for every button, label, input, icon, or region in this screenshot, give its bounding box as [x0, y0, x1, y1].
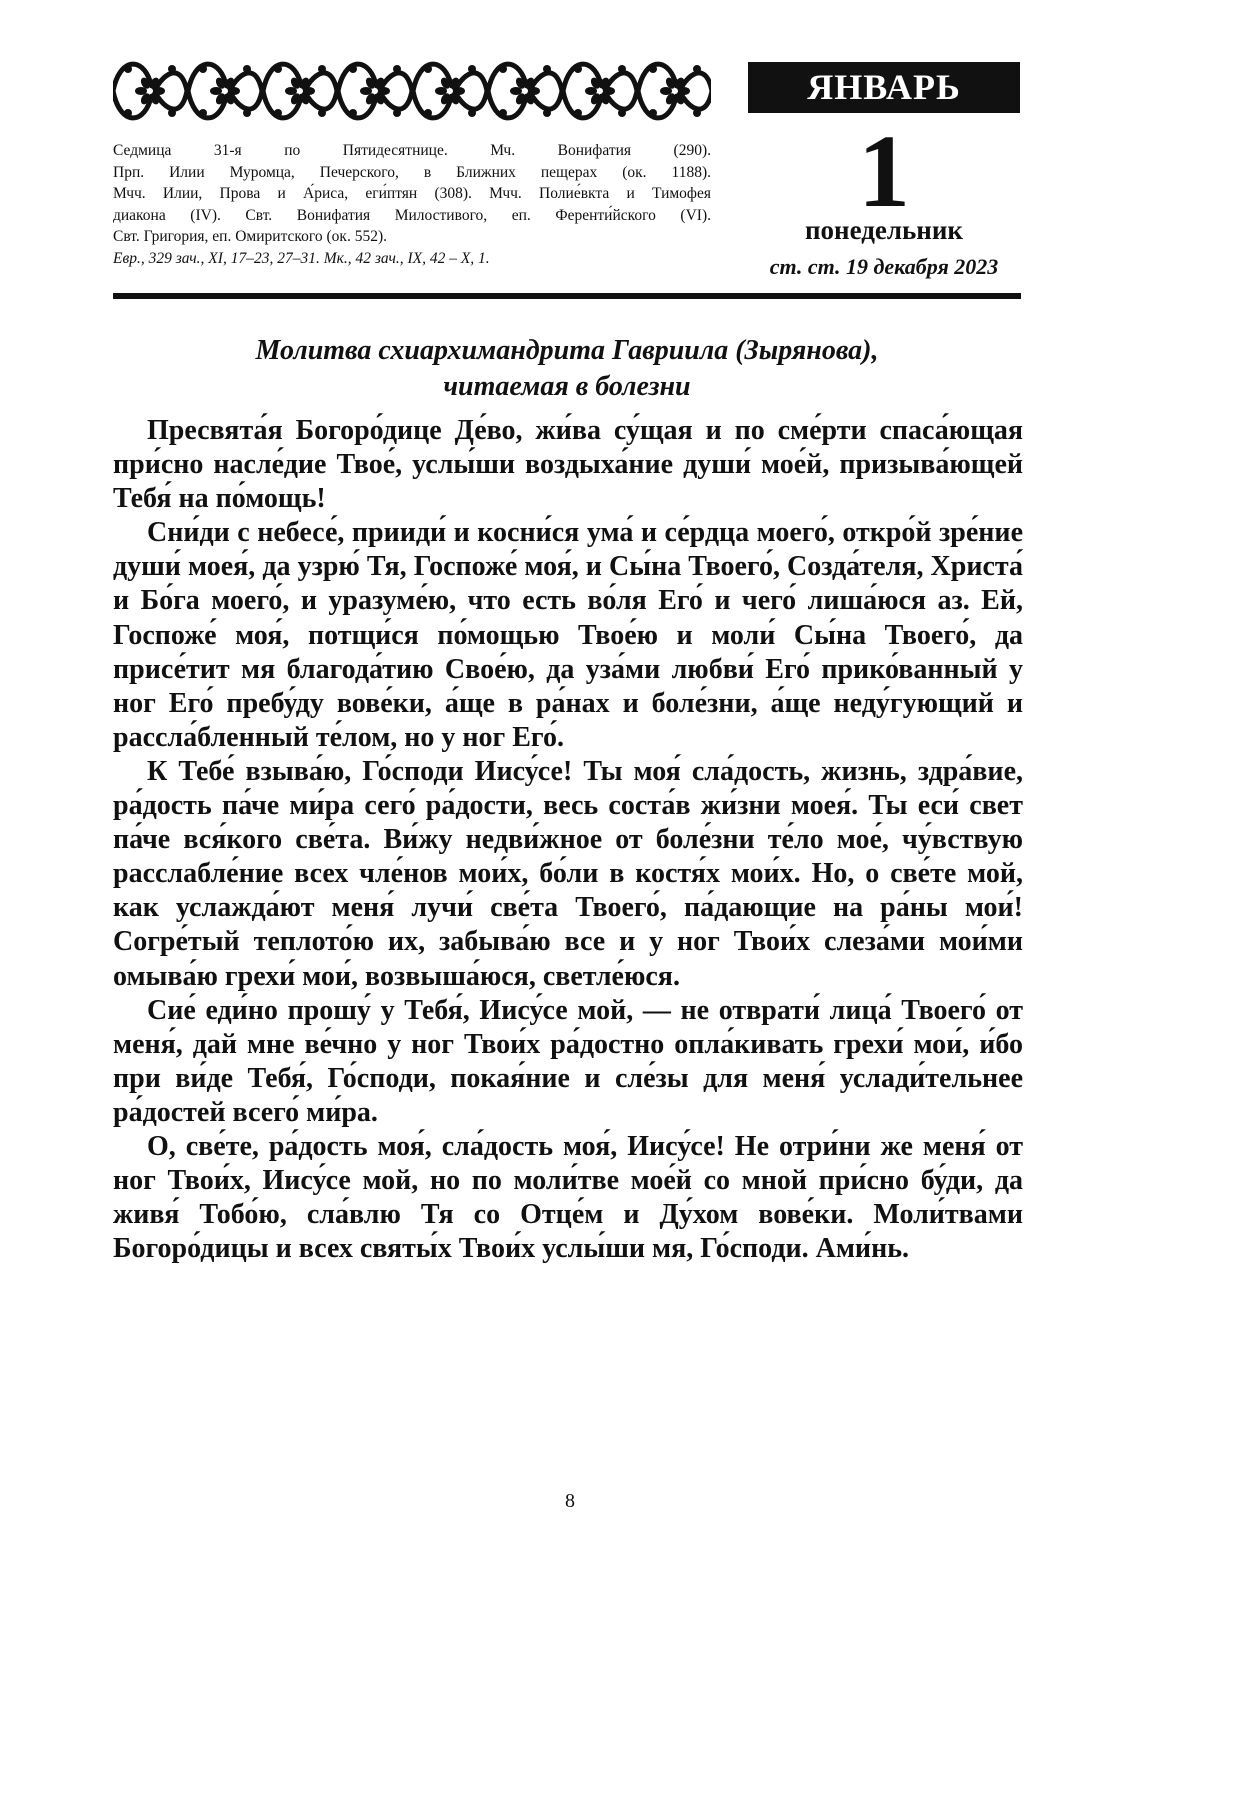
page-number: 8	[565, 1490, 575, 1512]
saints-line: Прп. Илии Муромца, Печерского, в Ближних пещерах (ок. 1188).	[113, 163, 711, 181]
saints-line: диакона (IV). Свт. Вонифатия Милостивого, еп. Ференти́йского (VI).	[113, 206, 711, 224]
paragraph: Сни́ди с небесе́, прииди́ и косни́ся ума́ и се́рдца моего́, откро́й зре́ние души́ моея́, да узрю́ Тя, Госпоже́ моя́, и Сы́на Твоего́, Созда́теля, Христа́ и Бо́га моего́, и уразуме́ю, что есть во́ля Его́ и чего́ лиша́юся аз. Ей, Госпоже́ моя́, потщи́ся по́мощью Твое́ю и моли́ Сы́на Твоего́, да присе́тит мя благода́тию Свое́ю, да уза́ми любви́ Его́ прико́ванный у ног Его́ пребу́ду вове́ки, а́ще в ра́нах и боле́зни, а́ще неду́гующий и рассла́бленный те́лом, но у ног Его́.	[113, 517, 1023, 753]
prayer-title-line: Молитва схиархимандрита Гавриила (Зырянова),	[255, 335, 879, 366]
saints-line: Свт. Григория, еп. Омиритского (ок. 552).	[113, 228, 387, 245]
paragraph: О, све́те, ра́дость моя́, сла́дость моя́, Иису́се! Не отри́ни же меня́ от ног Твои́х, Иису́се мой, но по моли́тве мое́й со мной при́сно бу́ди, да живя́ Тобо́ю, сла́влю Тя со Отце́м и Ду́хом вове́ки. Моли́твами Богоро́дицы и всех святы́х Твои́х услы́ши мя, Го́споди. Ами́нь.	[113, 1130, 1023, 1265]
decorative-ornament-band	[113, 55, 711, 127]
prayer-title-line: читаемая в болезни	[443, 371, 691, 402]
prayer-title	[113, 333, 1021, 405]
saints-line: Мчч. Илии, Прова и А́риса, еги́птян (308). Мчч. Полие́вкта и Тимофея	[113, 185, 711, 202]
old-style-date: ст. ст. 19 декабря 2023	[769, 254, 999, 279]
paragraph: Сие́ еди́но прошу́ у Тебя́, Иису́се мой, — не отврати́ лица́ Твоего́ от меня́, дай мне ве́чно у ног Твои́х ра́достно опла́кивать грехи́ мои́, и́бо при ви́де Тебя́, Го́споди, покая́ние и сле́зы для меня́ услади́тельнее ра́достей всего́ ми́ра.	[113, 994, 1023, 1128]
header-divider	[113, 293, 1021, 299]
weekday: понедельник	[805, 215, 963, 245]
day-number: 1	[858, 114, 910, 229]
saints-of-the-day	[113, 140, 711, 269]
scripture-reading: Евр., 329 зач., XI, 17–23, 27–31. Мк., 42 зач., IX, 42 – X, 1.	[113, 249, 490, 267]
paragraph: Пресвята́я Богоро́дице Де́во, жи́ва су́щая и по сме́рти спаса́ющая при́сно насле́дие Твое́, услы́ши воздыха́ние души́ мое́й, призыва́ющей Тебя́ на по́мощь!	[113, 415, 1023, 515]
month-label: ЯНВАРЬ	[748, 62, 1020, 113]
prayer-text	[113, 414, 1023, 1266]
paragraph: К Тебе́ взыва́ю, Го́споди Иису́се! Ты моя́ сла́дость, жизнь, здра́вие, ра́дость па́че ми́ра сего́ ра́дости, весь соста́в жи́зни моея́. Ты еси́ свет па́че вся́кого све́та. Ви́жу недви́жное от боле́зни те́ло мое́, чу́вствую расслабле́ние всех чле́нов мои́х, бо́ли в костя́х мои́х. Но, о све́те мой, как услажда́ют меня́ лучи́ све́та Твоего́, па́дающие на ра́ны мои́! Согре́тый теплото́ю их, забыва́ю все и у ног Твои́х слеза́ми мои́ми омыва́ю грехи́ мои́, возвыша́юся, светле́юся.	[113, 755, 1023, 992]
saints-line: Седмица 31-я по Пятидесятнице. Мч. Вонифатия (290).	[113, 142, 711, 159]
